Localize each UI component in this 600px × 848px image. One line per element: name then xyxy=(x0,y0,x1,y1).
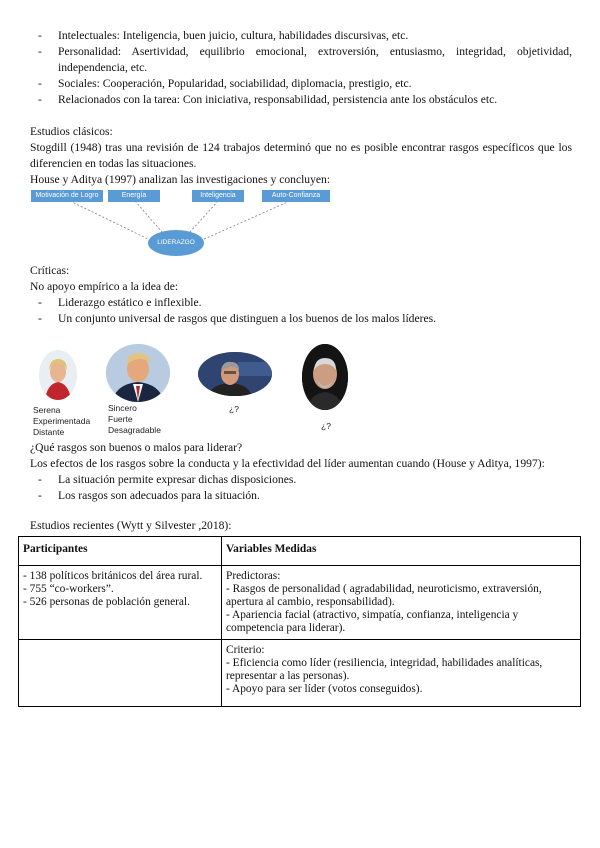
criterion-line: - Eficiencia como líder (resiliencia, integridad, habilidades analíticas, representar a las personas). xyxy=(226,657,543,682)
participant-line: - 138 políticos británicos del área rural. xyxy=(23,570,203,582)
leadership-node: LIDERAZGO xyxy=(148,230,204,256)
list-item: - Sociales: Cooperación, Popularidad, sociabilidad, diplomacia, prestigio, etc. xyxy=(38,77,412,90)
critiques-heading: Críticas: xyxy=(30,264,70,277)
criterion-label: Criterio: xyxy=(226,644,265,656)
table-header-row xyxy=(19,537,581,566)
criterion-cell xyxy=(222,640,581,707)
participant-line: - 755 “co-workers”. xyxy=(23,583,114,595)
list-item: - La situación permite expresar dichas disposiciones. xyxy=(38,473,297,486)
trait-box-energy: Energía xyxy=(108,190,160,202)
column-header-variables: Variables Medidas xyxy=(222,537,581,566)
list-item: - Liderazgo estático e inflexible. xyxy=(38,296,202,309)
table-row xyxy=(19,640,581,707)
classic-studies-heading: Estudios clásicos: xyxy=(30,125,113,138)
politician-photo-2 xyxy=(106,344,170,402)
house-aditya-line: House y Aditya (1997) analizan las investigaciones y concluyen: xyxy=(30,173,331,186)
predictors-label: Predictoras: xyxy=(226,570,281,582)
list-item: - Los rasgos son adecuados para la situación. xyxy=(38,489,260,502)
trait-connectors xyxy=(0,0,600,270)
list-item: - Un conjunto universal de rasgos que distinguen a los buenos de los malos líderes. xyxy=(38,312,437,325)
predictor-line: - Apariencia facial (atractivo, simpatía, confianza, inteligencia y competencia para liderar). xyxy=(226,609,519,634)
photo-2-caption: Sincero Fuerte Desagradable xyxy=(108,403,161,435)
trait-box-intelligence: Inteligencia xyxy=(192,190,244,202)
politician-photo-1 xyxy=(39,350,77,400)
trait-box-self-confidence: Auto-Confianza xyxy=(262,190,330,202)
predictors-cell xyxy=(222,566,581,640)
politician-photo-3 xyxy=(198,352,272,396)
table-row xyxy=(19,566,581,640)
question-line: ¿Qué rasgos son buenos o malos para liderar? xyxy=(30,441,243,454)
effects-list xyxy=(30,472,572,504)
empty-cell xyxy=(19,640,222,707)
criterion-line: - Apoyo para ser líder (votos conseguidos). xyxy=(226,683,423,695)
recent-studies-table xyxy=(18,536,581,707)
critiques-list xyxy=(30,295,572,327)
list-item: - Intelectuales: Inteligencia, buen juicio, cultura, habilidades discursivas, etc. xyxy=(38,29,409,42)
trait-box-motivation: Motivación de Logro xyxy=(31,190,103,202)
photo-4-caption: ¿? xyxy=(321,421,331,431)
recent-studies-heading: Estudios recientes (Wytt y Silvester ,2018): xyxy=(30,519,232,532)
photo-3-caption: ¿? xyxy=(229,404,239,414)
participant-line: - 526 personas de población general. xyxy=(23,596,191,608)
stogdill-paragraph: Stogdill (1948) tras una revisión de 124 trabajos determinó que no es posible encontrar rasgos específicos que los diferencien en todas las situaciones. xyxy=(30,141,572,170)
column-header-participants: Participantes xyxy=(19,537,222,566)
critiques-intro: No apoyo empírico a la idea de: xyxy=(30,280,179,293)
list-item: - Personalidad: Asertividad, equilibrio emocional, extroversión, entusiasmo, integridad, objetividad, independencia, etc. xyxy=(38,45,572,74)
effects-text: Los efectos de los rasgos sobre la conducta y la efectividad del líder aumentan cuando (House y Aditya, 1997): xyxy=(30,457,545,470)
participants-cell xyxy=(19,566,222,640)
predictor-line: - Rasgos de personalidad ( agradabilidad, neuroticismo, extraversión, apertura al cambio, responsabilidad). xyxy=(226,583,542,608)
photo-1-caption: Serena Experimentada Distante xyxy=(33,405,91,437)
list-item: - Relacionados con la tarea: Con iniciativa, responsabilidad, persistencia ante los obstáculos etc. xyxy=(38,93,498,106)
politician-photo-4 xyxy=(302,344,348,410)
